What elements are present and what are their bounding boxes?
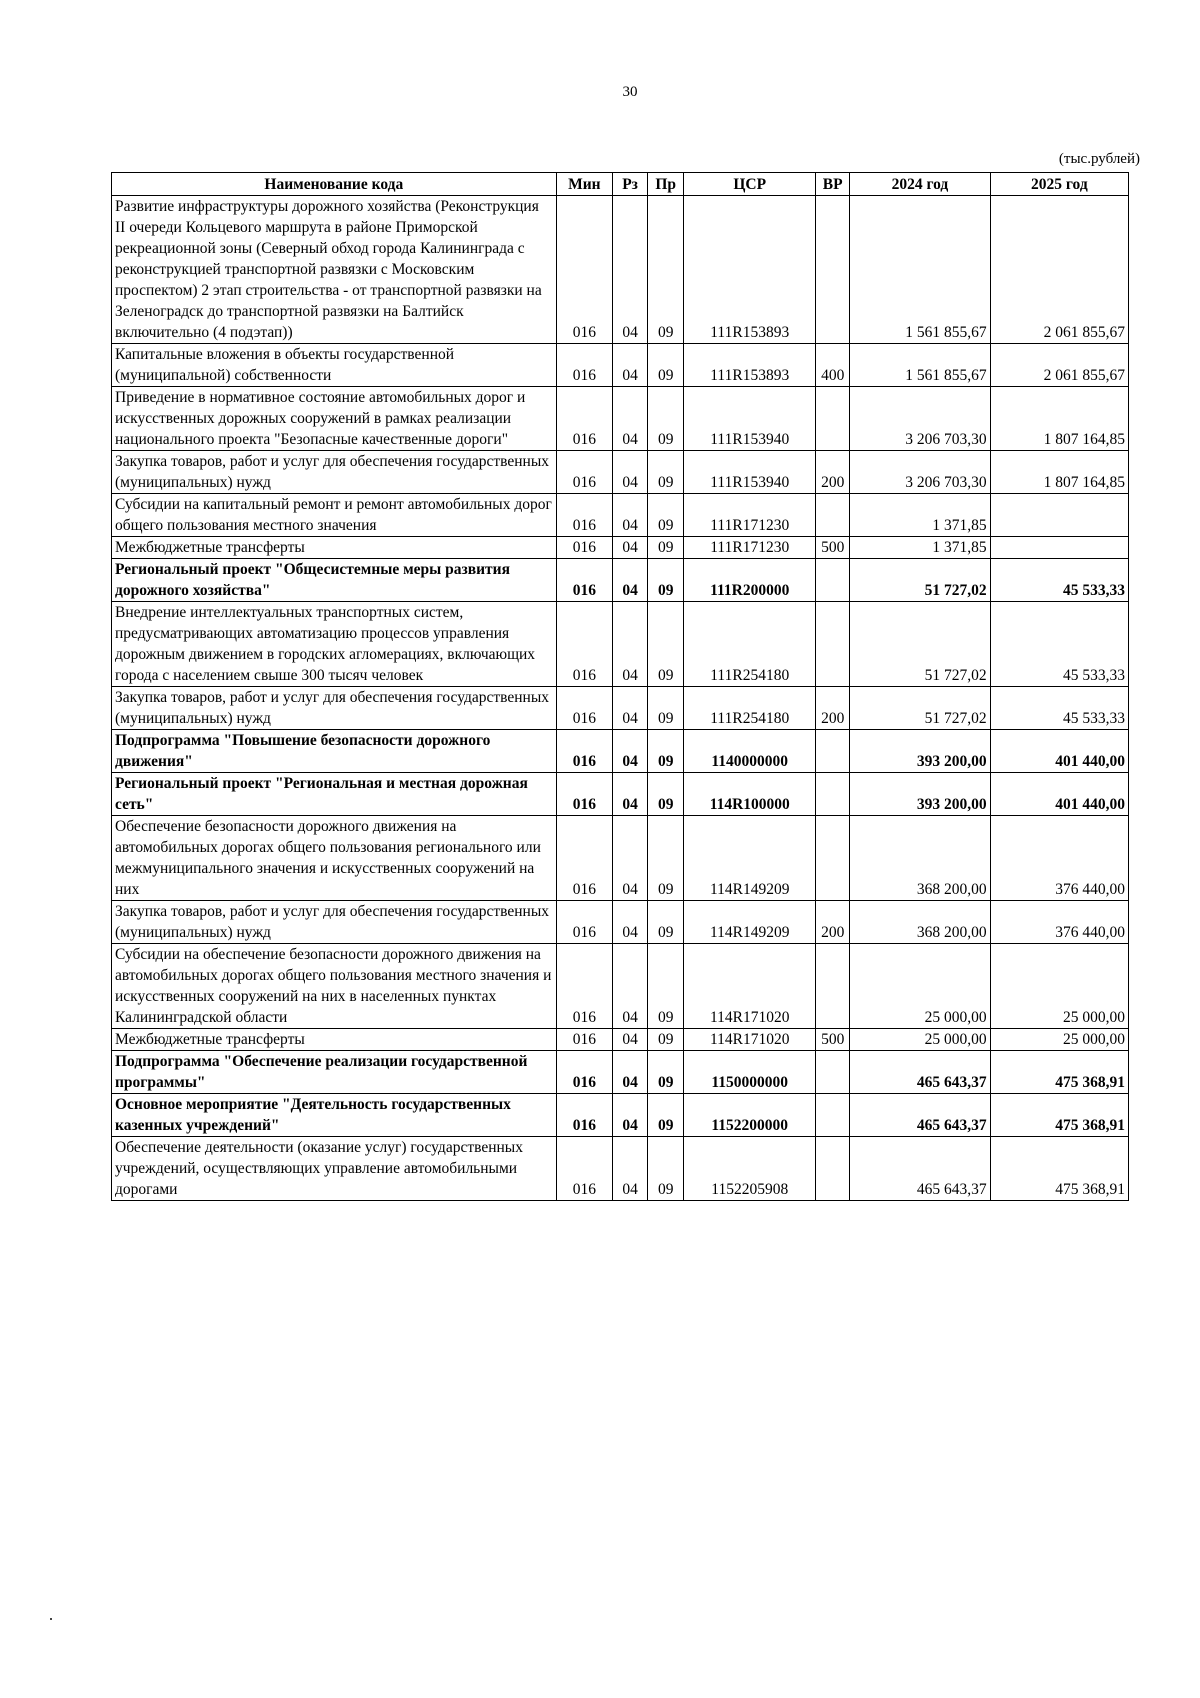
row-rz: 04 — [613, 451, 648, 494]
row-csr: 111R171230 — [684, 494, 816, 537]
row-min: 016 — [556, 901, 612, 944]
row-vr: 500 — [816, 1029, 850, 1051]
row-amount-2024: 393 200,00 — [850, 730, 990, 773]
table-row — [112, 344, 1129, 387]
row-amount-2024: 51 727,02 — [850, 602, 990, 687]
row-csr: 111R153893 — [684, 196, 816, 344]
row-name: Внедрение интеллектуальных транспортных систем, предусматривающих автоматизацию процессов управления дорожным движением в городских агломерациях, включающих города с населением свыше 300 тысяч человек — [112, 602, 557, 687]
row-amount-2025: 475 368,91 — [990, 1051, 1128, 1094]
row-pr: 09 — [648, 1137, 684, 1201]
page-number: 30 — [622, 84, 638, 100]
row-pr: 09 — [648, 344, 684, 387]
row-rz: 04 — [613, 687, 648, 730]
header-vr: ВР — [816, 173, 850, 196]
row-vr — [816, 602, 850, 687]
row-name: Закупка товаров, работ и услуг для обеспечения государственных (муниципальных) нужд — [112, 451, 557, 494]
row-amount-2024: 368 200,00 — [850, 816, 990, 901]
row-csr: 1152205908 — [684, 1137, 816, 1201]
row-amount-2024: 465 643,37 — [850, 1051, 990, 1094]
row-name: Субсидии на капитальный ремонт и ремонт автомобильных дорог общего пользования местного значения — [112, 494, 557, 537]
row-rz: 04 — [613, 1029, 648, 1051]
table-row — [112, 602, 1129, 687]
row-min: 016 — [556, 537, 612, 559]
row-min: 016 — [556, 602, 612, 687]
budget-table — [111, 172, 1129, 1201]
row-csr: 1140000000 — [684, 730, 816, 773]
table-row — [112, 687, 1129, 730]
table-row — [112, 1094, 1129, 1137]
row-rz: 04 — [613, 1051, 648, 1094]
row-pr: 09 — [648, 451, 684, 494]
row-csr: 111R153893 — [684, 344, 816, 387]
header-min: Мин — [556, 173, 612, 196]
row-vr — [816, 1137, 850, 1201]
row-vr — [816, 773, 850, 816]
scan-speck — [50, 1618, 52, 1620]
row-pr: 09 — [648, 196, 684, 344]
row-vr — [816, 387, 850, 451]
row-vr: 200 — [816, 687, 850, 730]
row-csr: 111R171230 — [684, 537, 816, 559]
row-name: Обеспечение безопасности дорожного движения на автомобильных дорогах общего пользования регионального или межмуниципального значения и искусственных сооружений на них — [112, 816, 557, 901]
table-row — [112, 451, 1129, 494]
row-min: 016 — [556, 387, 612, 451]
row-pr: 09 — [648, 816, 684, 901]
table-row — [112, 730, 1129, 773]
table-row — [112, 494, 1129, 537]
row-pr: 09 — [648, 901, 684, 944]
row-csr: 111R254180 — [684, 602, 816, 687]
row-csr: 114R171020 — [684, 1029, 816, 1051]
row-csr: 114R171020 — [684, 944, 816, 1029]
row-name: Подпрограмма "Обеспечение реализации государственной программы" — [112, 1051, 557, 1094]
row-pr: 09 — [648, 687, 684, 730]
row-amount-2024: 368 200,00 — [850, 901, 990, 944]
table-row — [112, 944, 1129, 1029]
row-name: Региональный проект "Общесистемные меры развития дорожного хозяйства" — [112, 559, 557, 602]
table-row — [112, 1029, 1129, 1051]
header-2025: 2025 год — [990, 173, 1128, 196]
row-csr: 111R153940 — [684, 451, 816, 494]
row-min: 016 — [556, 559, 612, 602]
row-min: 016 — [556, 1137, 612, 1201]
row-name: Основное мероприятие "Деятельность государственных казенных учреждений" — [112, 1094, 557, 1137]
row-min: 016 — [556, 773, 612, 816]
row-amount-2025: 401 440,00 — [990, 773, 1128, 816]
row-min: 016 — [556, 494, 612, 537]
header-2024: 2024 год — [850, 173, 990, 196]
row-name: Закупка товаров, работ и услуг для обеспечения государственных (муниципальных) нужд — [112, 687, 557, 730]
row-csr: 114R149209 — [684, 901, 816, 944]
row-amount-2024: 51 727,02 — [850, 559, 990, 602]
table-row — [112, 773, 1129, 816]
row-amount-2024: 393 200,00 — [850, 773, 990, 816]
row-vr — [816, 1094, 850, 1137]
row-vr: 500 — [816, 537, 850, 559]
row-vr: 200 — [816, 901, 850, 944]
row-amount-2024: 1 371,85 — [850, 537, 990, 559]
row-pr: 09 — [648, 730, 684, 773]
row-amount-2025: 45 533,33 — [990, 559, 1128, 602]
row-name: Региональный проект "Региональная и местная дорожная сеть" — [112, 773, 557, 816]
row-name: Закупка товаров, работ и услуг для обеспечения государственных (муниципальных) нужд — [112, 901, 557, 944]
row-amount-2025: 45 533,33 — [990, 602, 1128, 687]
row-min: 016 — [556, 1094, 612, 1137]
row-amount-2024: 25 000,00 — [850, 1029, 990, 1051]
header-name: Наименование кода — [112, 173, 557, 196]
row-rz: 04 — [613, 494, 648, 537]
row-amount-2024: 3 206 703,30 — [850, 387, 990, 451]
row-min: 016 — [556, 687, 612, 730]
table-body — [112, 196, 1129, 1201]
row-amount-2024: 25 000,00 — [850, 944, 990, 1029]
row-pr: 09 — [648, 494, 684, 537]
row-pr: 09 — [648, 602, 684, 687]
row-amount-2025: 401 440,00 — [990, 730, 1128, 773]
header-rz: Рз — [613, 173, 648, 196]
row-rz: 04 — [613, 602, 648, 687]
table-row — [112, 901, 1129, 944]
row-min: 016 — [556, 196, 612, 344]
row-csr: 111R200000 — [684, 559, 816, 602]
row-amount-2025: 1 807 164,85 — [990, 387, 1128, 451]
header-pr: Пр — [648, 173, 684, 196]
units-label: (тыс.рублей) — [1058, 151, 1140, 167]
row-amount-2025: 475 368,91 — [990, 1094, 1128, 1137]
row-amount-2025: 45 533,33 — [990, 687, 1128, 730]
row-rz: 04 — [613, 901, 648, 944]
row-rz: 04 — [613, 537, 648, 559]
row-csr: 1150000000 — [684, 1051, 816, 1094]
row-vr — [816, 730, 850, 773]
row-name: Межбюджетные трансферты — [112, 1029, 557, 1051]
row-vr: 400 — [816, 344, 850, 387]
row-name: Подпрограмма "Повышение безопасности дорожного движения" — [112, 730, 557, 773]
row-name: Субсидии на обеспечение безопасности дорожного движения на автомобильных дорогах общего пользования местного значения и искусственных сооружений на них в населенных пунктах Калининградской области — [112, 944, 557, 1029]
table-row — [112, 196, 1129, 344]
row-min: 016 — [556, 344, 612, 387]
row-rz: 04 — [613, 196, 648, 344]
row-min: 016 — [556, 1051, 612, 1094]
table-row — [112, 387, 1129, 451]
table-row — [112, 816, 1129, 901]
row-vr — [816, 559, 850, 602]
row-pr: 09 — [648, 773, 684, 816]
row-min: 016 — [556, 944, 612, 1029]
row-amount-2025 — [990, 537, 1128, 559]
row-vr — [816, 1051, 850, 1094]
row-amount-2025 — [990, 494, 1128, 537]
table-header-row — [112, 173, 1129, 196]
row-amount-2024: 51 727,02 — [850, 687, 990, 730]
row-pr: 09 — [648, 387, 684, 451]
row-amount-2025: 25 000,00 — [990, 944, 1128, 1029]
table-row — [112, 1137, 1129, 1201]
row-csr: 114R100000 — [684, 773, 816, 816]
row-vr — [816, 494, 850, 537]
row-amount-2024: 3 206 703,30 — [850, 451, 990, 494]
row-amount-2024: 465 643,37 — [850, 1094, 990, 1137]
row-rz: 04 — [613, 773, 648, 816]
row-vr — [816, 944, 850, 1029]
row-amount-2024: 465 643,37 — [850, 1137, 990, 1201]
row-rz: 04 — [613, 1094, 648, 1137]
row-pr: 09 — [648, 944, 684, 1029]
row-csr: 114R149209 — [684, 816, 816, 901]
row-rz: 04 — [613, 559, 648, 602]
row-name: Капитальные вложения в объекты государственной (муниципальной) собственности — [112, 344, 557, 387]
row-amount-2024: 1 561 855,67 — [850, 344, 990, 387]
table-row — [112, 559, 1129, 602]
row-name: Развитие инфраструктуры дорожного хозяйства (Реконструкция II очереди Кольцевого маршрута в районе Приморской рекреационной зоны (Северный обход города Калининграда с реконструкцией транспортной развязки с Московским проспектом) 2 этап строительства - от транспортной развязки на Зеленоградск до транспортной развязки на Балтийск включительно (4 подэтап)) — [112, 196, 557, 344]
row-amount-2025: 25 000,00 — [990, 1029, 1128, 1051]
header-csr: ЦСР — [684, 173, 816, 196]
row-vr — [816, 196, 850, 344]
row-pr: 09 — [648, 1094, 684, 1137]
table-row — [112, 537, 1129, 559]
row-pr: 09 — [648, 1051, 684, 1094]
row-vr: 200 — [816, 451, 850, 494]
row-rz: 04 — [613, 344, 648, 387]
row-min: 016 — [556, 1029, 612, 1051]
row-rz: 04 — [613, 816, 648, 901]
row-rz: 04 — [613, 1137, 648, 1201]
row-amount-2025: 475 368,91 — [990, 1137, 1128, 1201]
row-amount-2025: 376 440,00 — [990, 816, 1128, 901]
row-vr — [816, 816, 850, 901]
row-min: 016 — [556, 730, 612, 773]
row-name: Обеспечение деятельности (оказание услуг) государственных учреждений, осуществляющих управление автомобильными дорогами — [112, 1137, 557, 1201]
row-rz: 04 — [613, 944, 648, 1029]
row-amount-2025: 1 807 164,85 — [990, 451, 1128, 494]
row-csr: 111R153940 — [684, 387, 816, 451]
row-amount-2025: 376 440,00 — [990, 901, 1128, 944]
row-rz: 04 — [613, 387, 648, 451]
row-amount-2025: 2 061 855,67 — [990, 344, 1128, 387]
row-pr: 09 — [648, 559, 684, 602]
row-csr: 1152200000 — [684, 1094, 816, 1137]
row-amount-2024: 1 371,85 — [850, 494, 990, 537]
row-min: 016 — [556, 816, 612, 901]
row-name: Приведение в нормативное состояние автомобильных дорог и искусственных дорожных сооружений в рамках реализации национального проекта "Безопасные качественные дороги" — [112, 387, 557, 451]
row-rz: 04 — [613, 730, 648, 773]
row-pr: 09 — [648, 1029, 684, 1051]
row-amount-2024: 1 561 855,67 — [850, 196, 990, 344]
row-min: 016 — [556, 451, 612, 494]
table-row — [112, 1051, 1129, 1094]
row-name: Межбюджетные трансферты — [112, 537, 557, 559]
row-pr: 09 — [648, 537, 684, 559]
row-csr: 111R254180 — [684, 687, 816, 730]
row-amount-2025: 2 061 855,67 — [990, 196, 1128, 344]
